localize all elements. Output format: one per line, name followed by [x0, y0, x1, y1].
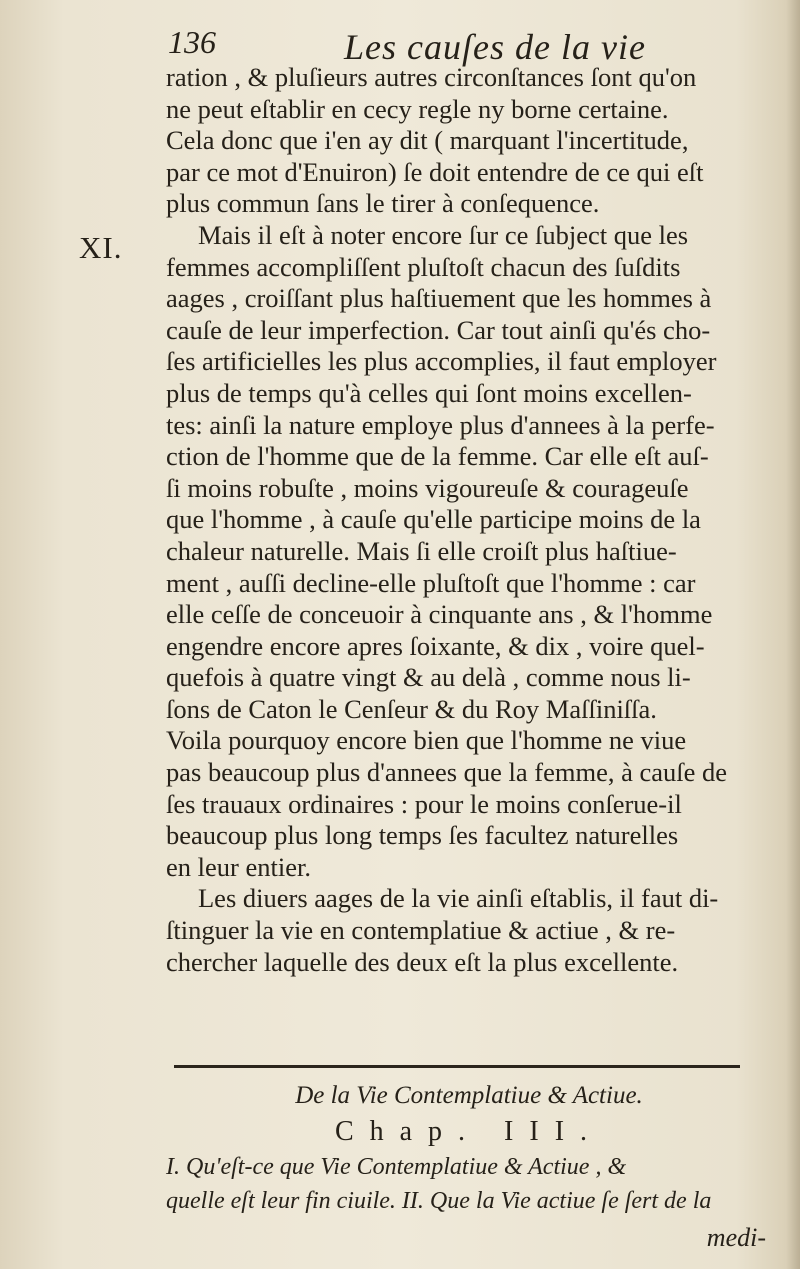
text-line: tes: ainſi la nature employe plus d'annees à la perfe- [166, 409, 715, 440]
text-line: aages , croiſſant plus haſtiuement que les hommes à [166, 283, 712, 314]
text-line: en leur entier. [166, 851, 311, 882]
catchword: medi- [706, 1223, 766, 1252]
page-number: 136 [168, 24, 216, 60]
margin-section-number: XI. [79, 230, 123, 265]
text-line: quefois à quatre vingt & au delà , comme nous li- [166, 662, 691, 693]
text-line: engendre encore apres ſoixante, & dix , voire quel- [166, 630, 705, 661]
text-line: elle ceſſe de conceuoir à cinquante ans , & l'homme [166, 599, 713, 630]
chapter-summary-line: I. Qu'eſt-ce que Vie Contemplatiue & Actiue , & [166, 1154, 627, 1180]
text-line: que l'homme , à cauſe qu'elle participe moins de la [166, 504, 701, 535]
text-line: ſi moins robuſte , moins vigoureuſe & courageuſe [166, 472, 689, 503]
body-text [166, 62, 772, 978]
text-line: ration , & pluſieurs autres circonſtances ſont qu'on [166, 62, 697, 92]
section-divider-rule [174, 1065, 740, 1068]
text-line: Les diuers aages de la vie ainſi eſtablis, il faut di- [198, 883, 719, 914]
text-line: ſes artificielles les plus accomplies, il faut employer [166, 346, 717, 377]
text-line: ſes trauaux ordinaires : pour le moins conſerue-il [166, 788, 682, 819]
text-line: cauſe de leur imperfection. Car tout ainſi qu'és cho- [166, 314, 711, 345]
chapter-number: Chap. III. [334, 1116, 604, 1147]
text-line: Cela donc que i'en ay dit ( marquant l'incertitude, [166, 125, 689, 156]
text-line: Voila pourquoy encore bien que l'homme ne viue [166, 725, 687, 756]
page-edge-shadow [786, 0, 800, 1269]
chapter-title: De la Vie Contemplatiue & Actiue. [295, 1082, 643, 1109]
page-header [168, 14, 768, 67]
text-line: chercher laquelle des deux eſt la plus excellente. [166, 946, 679, 977]
text-line: ction de l'homme que de la femme. Car elle eſt auſ- [166, 441, 709, 472]
running-head: Les cauſes de la vie [344, 27, 646, 67]
chapter-summary-line: quelle eſt leur fin ciuile. II. Que la Vie actiue ſe ſert de la [166, 1188, 712, 1214]
text-line: pas beaucoup plus d'annees que la femme, à cauſe de [166, 757, 728, 788]
text-line: chaleur naturelle. Mais ſi elle croiſt plus haſtiue- [166, 535, 677, 566]
text-line: ſtinguer la vie en contemplatiue & actiue , & re- [166, 915, 676, 946]
text-line: plus de temps qu'à celles qui ſont moins excellen- [166, 377, 692, 408]
text-line: beaucoup plus long temps ſes facultez naturelles [166, 820, 679, 851]
text-line: Mais il eſt à noter encore ſur ce ſubject que les [198, 219, 689, 250]
text-line: par ce mot d'Enuiron) ſe doit entendre de ce qui eſt [166, 156, 704, 187]
text-line: plus commun ſans le tirer à conſequence. [166, 188, 600, 219]
text-line: femmes accompliſſent pluſtoſt chacun des ſuſdits [166, 251, 681, 282]
chapter-heading [166, 1078, 772, 1218]
text-line: ne peut eſtablir en cecy regle ny borne certaine. [166, 93, 669, 124]
text-line: ſons de Caton le Cenſeur & du Roy Maſſiniſſa. [166, 693, 657, 724]
text-line: ment , auſſi decline-elle pluſtoſt que l'homme : car [166, 567, 696, 598]
